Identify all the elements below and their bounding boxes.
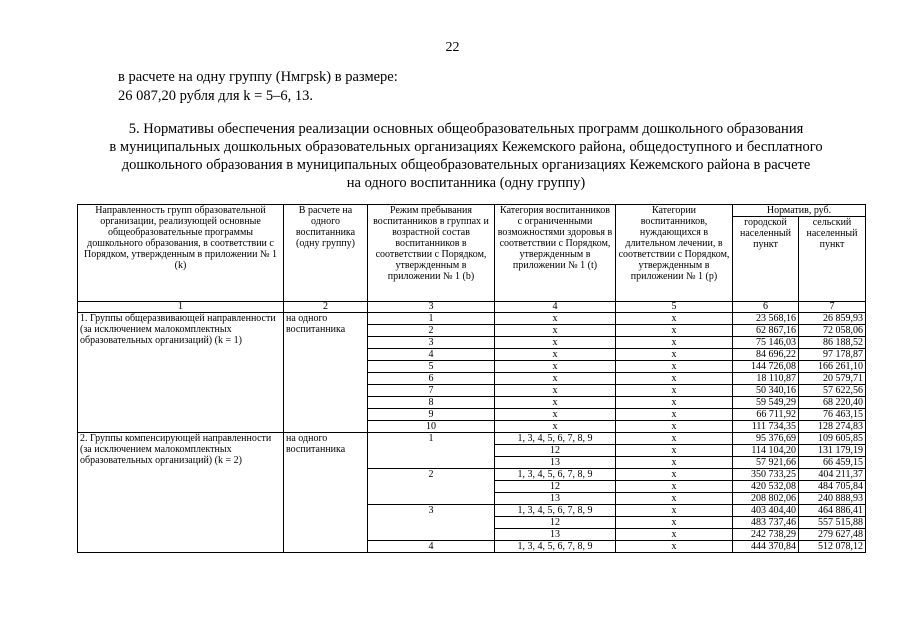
city-norm-cell: 114 104,20 (733, 445, 799, 457)
treatment-category-cell: x (616, 505, 733, 517)
health-category-cell: 12 (495, 517, 616, 529)
city-norm-cell: 208 802,06 (733, 493, 799, 505)
health-category-cell: 1, 3, 4, 5, 6, 7, 8, 9 (495, 505, 616, 517)
health-category-cell: 12 (495, 481, 616, 493)
stay-mode-cell: 1 (368, 313, 495, 325)
treatment-category-cell: x (616, 529, 733, 541)
header-row (78, 205, 866, 217)
group2-body (78, 433, 866, 553)
treatment-category-cell: x (616, 517, 733, 529)
header-rural: сельский населенный пункт (799, 217, 866, 302)
page-number: 22 (445, 40, 460, 55)
city-norm-cell: 18 110,87 (733, 373, 799, 385)
stay-mode-cell: 7 (368, 385, 495, 397)
city-norm-cell: 242 738,29 (733, 529, 799, 541)
treatment-category-cell: x (616, 397, 733, 409)
treatment-category-cell: x (616, 313, 733, 325)
rural-norm-cell: 66 459,15 (799, 457, 866, 469)
rural-norm-cell: 20 579,71 (799, 373, 866, 385)
stay-mode-cell: 2 (368, 469, 495, 505)
treatment-category-cell: x (616, 445, 733, 457)
city-norm-cell: 111 734,35 (733, 421, 799, 433)
city-norm-cell: 444 370,84 (733, 541, 799, 553)
city-norm-cell: 66 711,92 (733, 409, 799, 421)
health-category-cell: 1, 3, 4, 5, 6, 7, 8, 9 (495, 541, 616, 553)
stay-mode-cell: 9 (368, 409, 495, 421)
city-norm-cell: 350 733,25 (733, 469, 799, 481)
city-norm-cell: 75 146,03 (733, 337, 799, 349)
group1-body (78, 313, 866, 433)
rural-norm-cell: 240 888,93 (799, 493, 866, 505)
rural-norm-cell: 279 627,48 (799, 529, 866, 541)
header-direction: Направленность групп образовательной организации, реализующей основные общеобразовательные программы дошкольного образования, в соответствии с Порядком, утвержденным в приложении № 1 (k) (78, 205, 284, 302)
rural-norm-cell: 97 178,87 (799, 349, 866, 361)
intro-line-2: 26 087,20 рубля для k = 5–6, 13. (118, 88, 313, 104)
health-category-cell: 1, 3, 4, 5, 6, 7, 8, 9 (495, 469, 616, 481)
rural-norm-cell: 26 859,93 (799, 313, 866, 325)
treatment-category-cell: x (616, 469, 733, 481)
rural-norm-cell: 128 274,83 (799, 421, 866, 433)
city-norm-cell: 483 737,46 (733, 517, 799, 529)
column-number: 6 (733, 302, 799, 313)
health-category-cell: x (495, 373, 616, 385)
health-category-cell: x (495, 313, 616, 325)
rural-norm-cell: 57 622,56 (799, 385, 866, 397)
stay-mode-cell: 4 (368, 541, 495, 553)
city-norm-cell: 420 532,08 (733, 481, 799, 493)
rural-norm-cell: 76 463,15 (799, 409, 866, 421)
health-category-cell: 1, 3, 4, 5, 6, 7, 8, 9 (495, 433, 616, 445)
treatment-category-cell: x (616, 349, 733, 361)
treatment-category-cell: x (616, 373, 733, 385)
treatment-category-cell: x (616, 433, 733, 445)
header-stay-mode: Режим пребывания воспитанников в группах и возрастной состав воспитанников в соответствии с Порядком, утвержденным в приложении № 1 (b) (368, 205, 495, 302)
rural-norm-cell: 131 179,19 (799, 445, 866, 457)
column-numbers-row (78, 302, 866, 313)
city-norm-cell: 59 549,29 (733, 397, 799, 409)
rural-norm-cell: 68 220,40 (799, 397, 866, 409)
group2-per-unit: на одного воспитанника (284, 433, 368, 553)
norms-table (77, 204, 866, 553)
health-category-cell: x (495, 421, 616, 433)
header-treatment-category: Категории воспитанников, нуждающихся в длительном лечении, в соответствии с Порядком, утвержденным в приложении № 1 (p) (616, 205, 733, 302)
heading-line-3: дошкольного образования в муниципальных общеобразовательных организациях Кежемского района в расчете (121, 157, 811, 173)
stay-mode-cell: 3 (368, 505, 495, 541)
header-health-category: Категория воспитанников с ограниченными возможностями здоровья в соответствии с Порядком, утвержденным в приложении № 1 (t) (495, 205, 616, 302)
city-norm-cell: 144 726,08 (733, 361, 799, 373)
health-category-cell: 13 (495, 493, 616, 505)
rural-norm-cell: 72 058,06 (799, 325, 866, 337)
intro-text (118, 68, 398, 106)
header-per-unit: В расчете на одного воспитанника (одну группу) (284, 205, 368, 302)
city-norm-cell: 50 340,16 (733, 385, 799, 397)
header-city: городской населенный пункт (733, 217, 799, 302)
column-number: 3 (368, 302, 495, 313)
city-norm-cell: 95 376,69 (733, 433, 799, 445)
treatment-category-cell: x (616, 493, 733, 505)
column-number: 5 (616, 302, 733, 313)
table-row (78, 313, 866, 325)
rural-norm-cell: 166 261,10 (799, 361, 866, 373)
heading-line-1: 5. Нормативы обеспечения реализации основных общеобразовательных программ дошкольного образования (128, 121, 804, 137)
city-norm-cell: 23 568,16 (733, 313, 799, 325)
stay-mode-cell: 3 (368, 337, 495, 349)
section-heading (80, 120, 852, 192)
group1-name: 1. Группы общеразвивающей направленности (за исключением малокомплектных образовательных организаций) (k = 1) (78, 313, 284, 433)
treatment-category-cell: x (616, 541, 733, 553)
rural-norm-cell: 464 886,41 (799, 505, 866, 517)
health-category-cell: 12 (495, 445, 616, 457)
rural-norm-cell: 109 605,85 (799, 433, 866, 445)
heading-line-2: в муниципальных дошкольных образовательных организациях Кежемского района, общедоступного и бесплатного (109, 139, 823, 155)
health-category-cell: x (495, 325, 616, 337)
health-category-cell: 13 (495, 457, 616, 469)
treatment-category-cell: x (616, 325, 733, 337)
rural-norm-cell: 557 515,88 (799, 517, 866, 529)
health-category-cell: x (495, 397, 616, 409)
health-category-cell: x (495, 409, 616, 421)
header-norm: Норматив, руб. (733, 205, 866, 217)
treatment-category-cell: x (616, 481, 733, 493)
rural-norm-cell: 86 188,52 (799, 337, 866, 349)
treatment-category-cell: x (616, 409, 733, 421)
rural-norm-cell: 512 078,12 (799, 541, 866, 553)
group2-name: 2. Группы компенсирующей направленности (за исключением малокомплектных образовательных организаций) (k = 2) (78, 433, 284, 553)
stay-mode-cell: 10 (368, 421, 495, 433)
treatment-category-cell: x (616, 361, 733, 373)
health-category-cell: x (495, 349, 616, 361)
stay-mode-cell: 6 (368, 373, 495, 385)
group1-per-unit: на одного воспитанника (284, 313, 368, 433)
stay-mode-cell: 1 (368, 433, 495, 469)
column-number: 7 (799, 302, 866, 313)
rural-norm-cell: 484 705,84 (799, 481, 866, 493)
stay-mode-cell: 2 (368, 325, 495, 337)
health-category-cell: x (495, 337, 616, 349)
health-category-cell: 13 (495, 529, 616, 541)
table-row (78, 433, 866, 445)
treatment-category-cell: x (616, 457, 733, 469)
column-number: 2 (284, 302, 368, 313)
stay-mode-cell: 5 (368, 361, 495, 373)
city-norm-cell: 57 921,66 (733, 457, 799, 469)
treatment-category-cell: x (616, 385, 733, 397)
city-norm-cell: 84 696,22 (733, 349, 799, 361)
treatment-category-cell: x (616, 337, 733, 349)
city-norm-cell: 62 867,16 (733, 325, 799, 337)
treatment-category-cell: x (616, 421, 733, 433)
stay-mode-cell: 4 (368, 349, 495, 361)
rural-norm-cell: 404 211,37 (799, 469, 866, 481)
column-number: 1 (78, 302, 284, 313)
intro-line-1: в расчете на одну группу (Нмгрsk) в размере: (118, 69, 398, 85)
column-number: 4 (495, 302, 616, 313)
stay-mode-cell: 8 (368, 397, 495, 409)
city-norm-cell: 403 404,40 (733, 505, 799, 517)
heading-line-4: на одного воспитанника (одну группу) (346, 175, 586, 191)
health-category-cell: x (495, 361, 616, 373)
health-category-cell: x (495, 385, 616, 397)
